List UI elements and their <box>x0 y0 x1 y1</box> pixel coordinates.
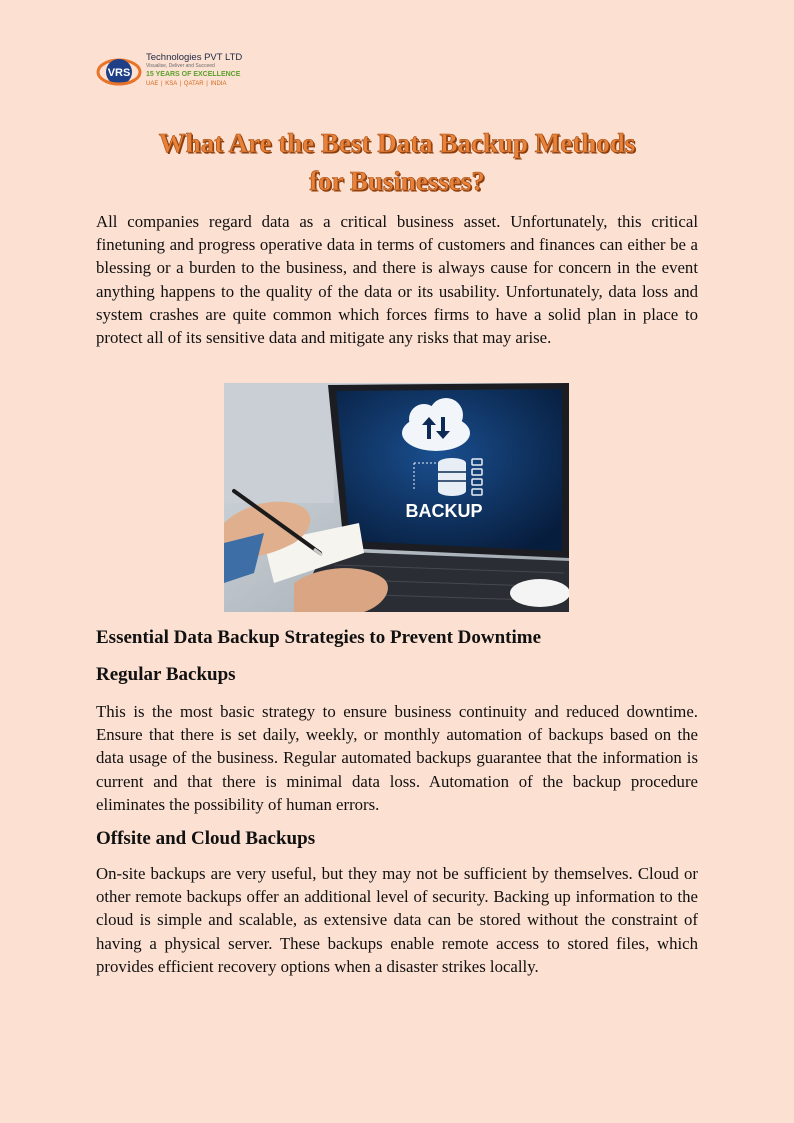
regular-backups-heading: Regular Backups <box>96 664 236 685</box>
page-title-line-2: for Businesses? <box>309 166 485 196</box>
regular-backups-body: This is the most basic strategy to ensure business continuity and reduced downtime. Ensure that there is set daily, weekly, or monthly automation of backups based on the data usage of the business. Regular automated backups guarantee that the information is current and that there is minimal data loss. Automation of the backup procedure eliminates the possibility of human errors. <box>96 702 698 814</box>
logo-regions: UAE | KSA | QATAR | INDIA <box>146 81 227 87</box>
page-title-line-1: What Are the Best Data Backup Methods <box>158 128 636 158</box>
logo-mark-text: VRS <box>107 67 131 79</box>
page-title <box>96 124 698 200</box>
vrs-logo-mark <box>96 52 142 92</box>
backup-illustration <box>224 383 569 612</box>
logo-tagline: Visualise, Deliver and Succeed <box>146 63 215 69</box>
offsite-backups-body: On-site backups are very useful, but they may not be sufficient by themselves. Cloud or other remote backups offer an additional level of security. Backing up information to the cloud is simple and scalable, as extensive data can be stored without the constraint of having a physical server. These backups enable remote access to stored files, which provides efficient recovery options when a disaster strikes locally. <box>96 864 698 976</box>
logo-text-block <box>146 52 242 89</box>
coffee-cup <box>510 579 569 607</box>
intro-paragraph: All companies regard data as a critical business asset. Unfortunately, this critical finetuning and progress operative data in terms of customers and finances can either be a blessing or a burden to the business, and there is always cause for concern in the event anything happens to the quality of the data or its usability. Unfortunately, data loss and system crashes are quite common which forces firms to have a solid plan in place to protect all of its sensitive data and mitigate any risks that may arise. <box>96 212 698 348</box>
screen-backup-label: BACKUP <box>405 501 483 521</box>
section-heading: Essential Data Backup Strategies to Prevent Downtime <box>96 627 542 648</box>
company-logo <box>96 50 266 98</box>
logo-years-badge: 15 YEARS OF EXCELLENCE <box>146 71 241 78</box>
offsite-backups-heading: Offsite and Cloud Backups <box>96 828 316 849</box>
backup-laptop-photo <box>224 383 569 612</box>
logo-company-name: Technologies PVT LTD <box>146 52 243 63</box>
